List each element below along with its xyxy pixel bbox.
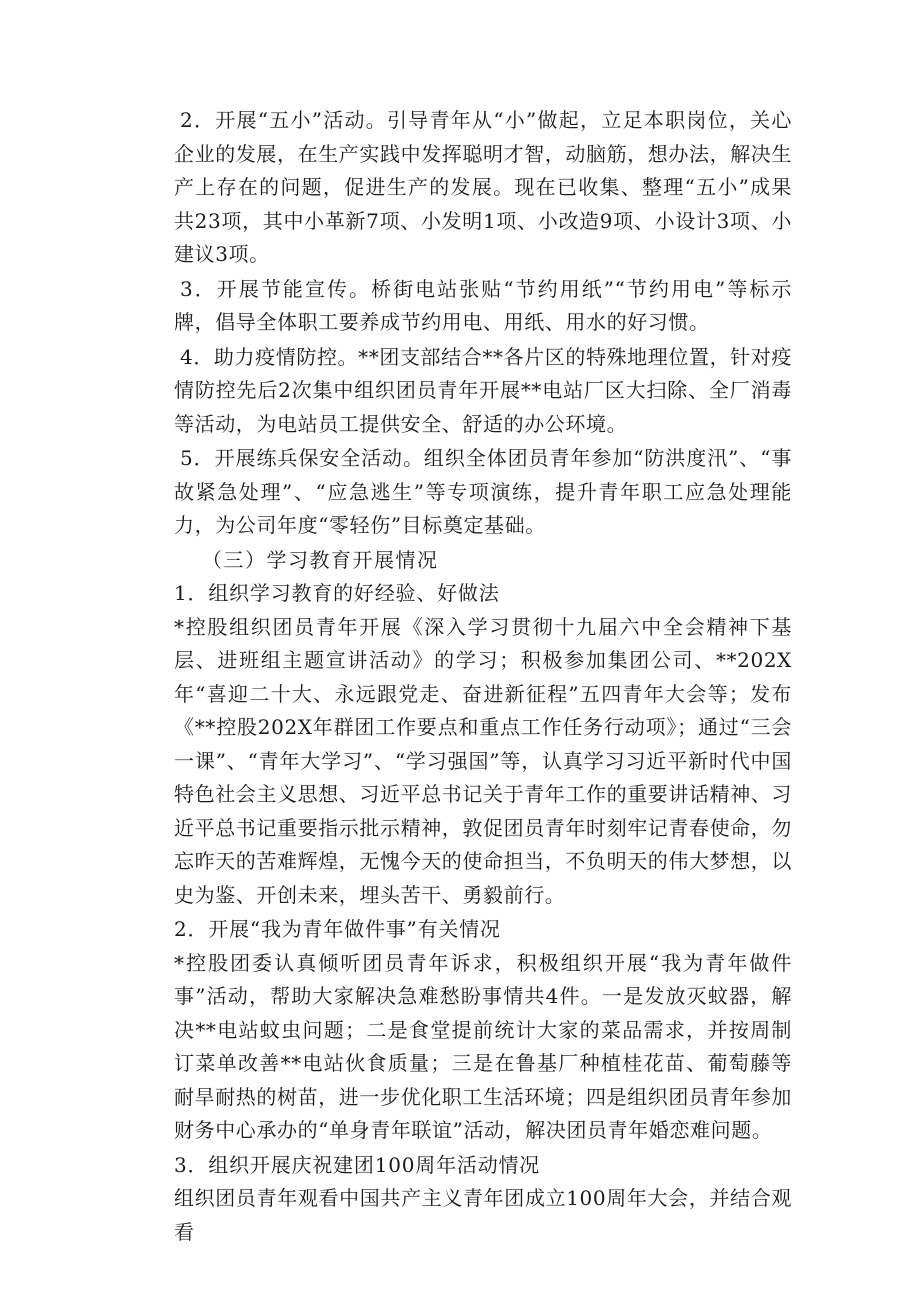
paragraph-energy-saving: 3．开展节能宣传。桥街电站张贴“节约用纸”“节约用电”等标示牌，倡导全体职工要养成节约用电、用纸、用水的好习惯。 <box>174 276 792 334</box>
paragraph-safety-drill: 5．开展练兵保安全活动。组织全体团员青年参加“防洪度汛”、“事故紧急处理”、“应急逃生”等专项演练，提升青年职工应急处理能力，为公司年度“零轻伤”目标奠定基础。 <box>174 446 792 537</box>
paragraph-youth-service: *控股团委认真倾听团员青年诉求，积极组织开展“我为青年做件事”活动，帮助大家解决急难愁盼事情共4件。一是发放灭蚊器，解决**电站蚊虫问题；二是食堂提前统计大家的菜品需求，并按周制订菜单改善**电站伙食质量；三是在鲁基厂种植桂花苗、葡萄藤等耐旱耐热的树苗，进一步优化职工生活环境；四是组织团员青年参加财务中心承办的“单身青年联谊”活动，解决团员青年婚恋难问题。 <box>174 950 792 1142</box>
sub-heading-league-centenary: 3．组织开展庆祝建团100周年活动情况 <box>174 1152 541 1177</box>
paragraph-league-centenary: 组织团员青年观看中国共产主义青年团成立100周年大会，并结合观看 <box>174 1186 792 1244</box>
paragraph-epidemic-control: 4．助力疫情防控。**团支部结合**各片区的特殊地理位置，针对疫情防控先后2次集中组织团员青年开展**电站厂区大扫除、全厂消毒等活动，为电站员工提供安全、舒适的办公环境。 <box>174 344 792 436</box>
sub-heading-good-practices: 1．组织学习教育的好经验、好做法 <box>174 581 500 605</box>
paragraph-wuxiao-activity: 2．开展“五小”活动。引导青年从“小”做起，立足本职岗位，关心企业的发展，在生产实践中发挥聪明才智，动脑筋，想办法，解决生产上存在的问题，促进生产的发展。现在已收集、整理“五小”成果共23项，其中小革新7项、小发明1项、小改造9项、小设计3项、小建议3项。 <box>174 108 792 266</box>
section-heading-study-education: （三）学习教育开展情况 <box>202 547 439 572</box>
paragraph-study-practices: *控股组织团员青年开展《深入学习贯彻十九届六中全会精神下基层、进班组主题宣讲活动》的学习；积极参加集团公司、**202X年“喜迎二十大、永远跟党走、奋进新征程”五四青年大会等；发布《**控股202X年群团工作要点和重点工作任务行动项》；通过“三会一课”、“青年大学习”、“学习强国”等，认真学习习近平新时代中国特色社会主义思想、习近平总书记关于青年工作的重要讲话精神、习近平总书记重要指示批示精神，敦促团员青年时刻牢记青春使命，勿忘昨天的苦难辉煌，无愧今天的使命担当，不负明天的伟大梦想，以史为鉴、开创未来，埋头苦干、勇毅前行。 <box>174 614 792 907</box>
sub-heading-youth-service: 2．开展“我为青年做件事”有关情况 <box>174 917 501 941</box>
document-body <box>174 104 792 1250</box>
